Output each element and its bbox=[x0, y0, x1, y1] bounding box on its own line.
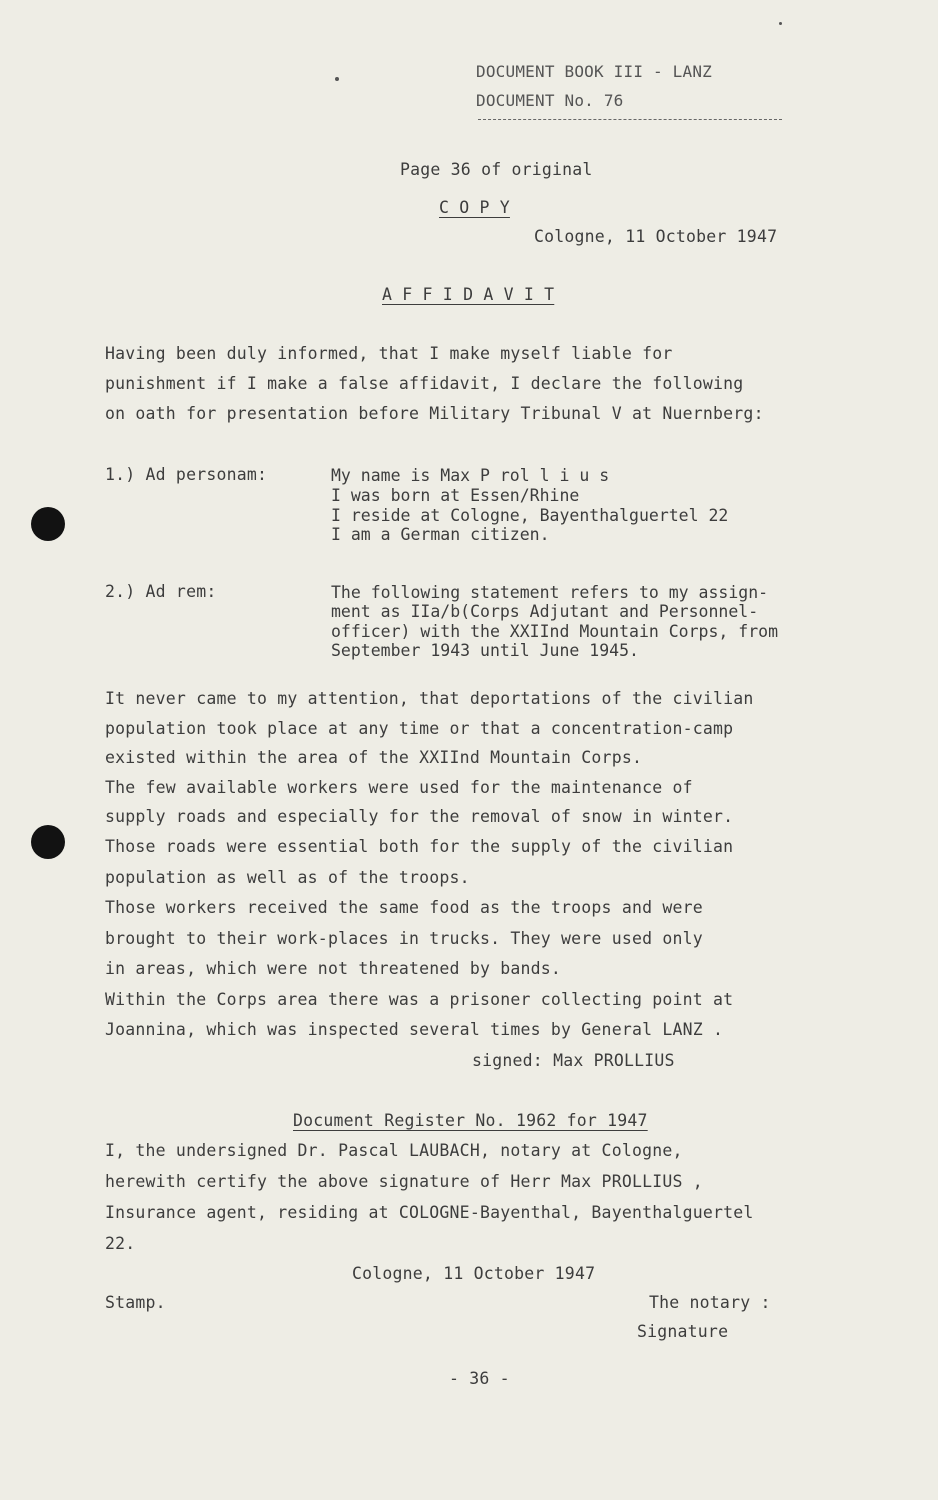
body-line: Joannina, which was inspected several times by General LANZ . bbox=[105, 1020, 724, 1039]
item2-line: ment as IIa/b(Corps Adjutant and Personnel- bbox=[331, 602, 759, 621]
document-book-header: DOCUMENT BOOK III - LANZ bbox=[476, 62, 712, 81]
affidavit-title: A F F I D A V I T bbox=[382, 285, 555, 304]
intro-line: on oath for presentation before Military Tribunal V at Nuernberg: bbox=[105, 404, 764, 423]
certification-date: Cologne, 11 October 1947 bbox=[352, 1264, 596, 1283]
body-line: population took place at any time or that a concentration-camp bbox=[105, 719, 734, 738]
body-line: Within the Corps area there was a prisoner collecting point at bbox=[105, 990, 734, 1009]
signature-label: Signature bbox=[637, 1322, 729, 1341]
certification-line: 22. bbox=[105, 1234, 136, 1253]
punch-hole bbox=[31, 507, 65, 541]
item1-line: I was born at Essen/Rhine bbox=[331, 486, 580, 505]
notary-label: The notary : bbox=[649, 1293, 771, 1312]
body-line: Those roads were essential both for the supply of the civilian bbox=[105, 837, 734, 856]
body-line: Those workers received the same food as the troops and were bbox=[105, 898, 703, 917]
page-reference: Page 36 of original bbox=[400, 160, 593, 179]
body-line: supply roads and especially for the removal of snow in winter. bbox=[105, 807, 734, 826]
date-place: Cologne, 11 October 1947 bbox=[534, 227, 778, 246]
certification-line: herewith certify the above signature of Herr Max PROLLIUS , bbox=[105, 1172, 703, 1191]
certification-line: I, the undersigned Dr. Pascal LAUBACH, notary at Cologne, bbox=[105, 1141, 683, 1160]
item2-line: September 1943 until June 1945. bbox=[331, 641, 639, 660]
item1-line: My name is Max P rol l i u s bbox=[331, 466, 610, 485]
signed-line: signed: Max PROLLIUS bbox=[472, 1051, 675, 1070]
body-line: population as well as of the troops. bbox=[105, 868, 470, 887]
document-number-header: DOCUMENT No. 76 bbox=[476, 91, 624, 110]
item1-line: I am a German citizen. bbox=[331, 525, 550, 544]
item2-line: The following statement refers to my assign- bbox=[331, 583, 769, 602]
paper-speck bbox=[335, 77, 339, 81]
item1-line: I reside at Cologne, Bayenthalguertel 22 bbox=[331, 506, 729, 525]
register-heading: Document Register No. 1962 for 1947 bbox=[293, 1111, 648, 1130]
punch-hole bbox=[31, 825, 65, 859]
certification-line: Insurance agent, residing at COLOGNE-Bayenthal, Bayenthalguertel bbox=[105, 1203, 754, 1222]
paper-speck bbox=[779, 22, 782, 25]
item2-label: 2.) Ad rem: bbox=[105, 582, 217, 601]
stamp-label: Stamp. bbox=[105, 1293, 166, 1312]
intro-line: punishment if I make a false affidavit, I declare the following bbox=[105, 374, 744, 393]
item1-label: 1.) Ad personam: bbox=[105, 465, 268, 484]
intro-line: Having been duly informed, that I make myself liable for bbox=[105, 344, 673, 363]
body-line: existed within the area of the XXIInd Mountain Corps. bbox=[105, 748, 643, 767]
body-line: The few available workers were used for the maintenance of bbox=[105, 778, 693, 797]
body-line: brought to their work-places in trucks. They were used only bbox=[105, 929, 703, 948]
body-line: It never came to my attention, that deportations of the civilian bbox=[105, 689, 754, 708]
header-dashed-rule bbox=[478, 119, 782, 120]
page-number: - 36 - bbox=[449, 1369, 510, 1388]
item2-line: officer) with the XXIInd Mountain Corps, from bbox=[331, 622, 779, 641]
copy-label: C O P Y bbox=[439, 198, 510, 217]
body-line: in areas, which were not threatened by bands. bbox=[105, 959, 562, 978]
